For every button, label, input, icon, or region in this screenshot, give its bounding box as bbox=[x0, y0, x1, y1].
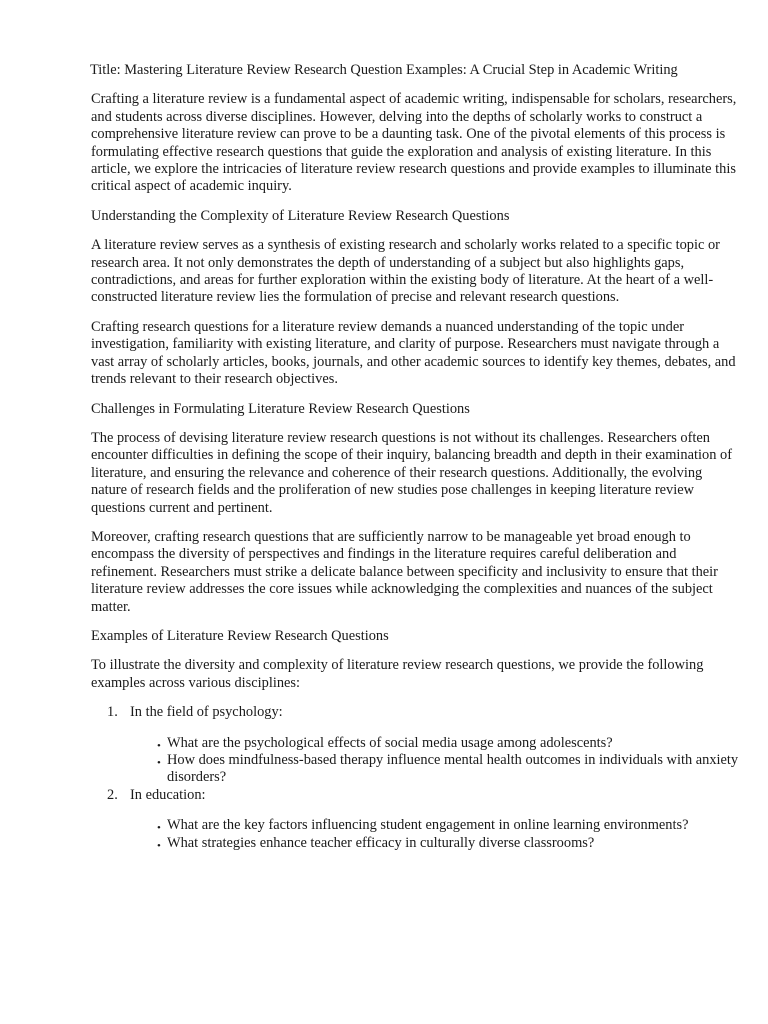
list-item bbox=[157, 734, 741, 752]
category-label-education: In education: bbox=[130, 786, 206, 803]
question-text: What are the psychological effects of social media usage among adolescents? bbox=[167, 734, 613, 751]
section-heading-challenges: Challenges in Formulating Literature Review Research Questions bbox=[91, 400, 470, 417]
list-number: 1. bbox=[107, 704, 118, 721]
section-heading-examples: Examples of Literature Review Research Questions bbox=[91, 627, 389, 644]
section-heading-understanding: Understanding the Complexity of Literature Review Research Questions bbox=[91, 207, 510, 224]
examples-list bbox=[91, 704, 741, 852]
challenges-paragraph-2: Moreover, crafting research questions that are sufficiently narrow to be manageable yet broad enough to encompass the diversity of perspectives and findings in the literature requires careful deliberation and refinement. Researchers must strike a delicate balance between specificity and inclusivity to ensure that their literature review addresses the core issues while acknowledging the complexities and nuances of the subject matter. bbox=[91, 528, 718, 615]
bullet-icon: • bbox=[157, 839, 161, 852]
list-item-education bbox=[91, 787, 741, 852]
challenges-paragraph-1: The process of devising literature review research questions is not without its challenges. Researchers often encounter difficulties in defining the scope of their inquiry, balancing breadth and depth in their examination of literature, and ensuring the relevance and coherence of their research questions. Additionally, the evolving nature of research fields and the proliferation of new studies pose challenges in keeping literature review questions current and pertinent. bbox=[91, 429, 732, 516]
bullet-icon: • bbox=[157, 757, 161, 769]
intro-paragraph: Crafting a literature review is a fundamental aspect of academic writing, indispensable for scholars, researchers, and students across diverse disciplines. However, delving into the depths of scholarly works to construct a comprehensive literature review can prove to be a daunting task. One of the pivotal elements of this process is formulating effective research questions that guide the exploration and analysis of existing literature. In this article, we explore the intricacies of literature review research questions and provide examples to illuminate this critical aspect of academic inquiry. bbox=[91, 91, 737, 195]
document-page bbox=[91, 62, 741, 852]
understanding-paragraph-2: Crafting research questions for a literature review demands a nuanced understanding of the topic under investigation, familiarity with existing literature, and clarity of purpose. Researchers must navigate through a vast array of scholarly articles, books, journals, and other academic sources to identify key themes, debates, and trends relevant to their research objectives. bbox=[91, 318, 736, 388]
list-item-psychology bbox=[91, 704, 741, 787]
examples-intro-paragraph: To illustrate the diversity and complexity of literature review research questions, we provide the following examples across various disciplines: bbox=[91, 657, 704, 691]
list-number: 2. bbox=[107, 786, 118, 803]
question-text: What strategies enhance teacher efficacy in culturally diverse classrooms? bbox=[167, 834, 595, 851]
psychology-questions bbox=[130, 735, 741, 787]
question-text: How does mindfulness-based therapy influence mental health outcomes in individuals with anxiety disorders? bbox=[167, 752, 739, 786]
list-item bbox=[157, 752, 741, 787]
category-label-psychology: In the field of psychology: bbox=[130, 704, 283, 721]
understanding-paragraph-1: A literature review serves as a synthesis of existing research and scholarly works related to a specific topic or research area. It not only demonstrates the depth of understanding of a subject but also highlights gaps, contradictions, and areas for further exploration within the existing body of literature. At the heart of a well-constructed literature review lies the formulation of precise and relevant research questions. bbox=[91, 237, 720, 306]
list-item bbox=[157, 817, 741, 835]
list-item bbox=[157, 834, 741, 852]
question-text: What are the key factors influencing student engagement in online learning environments? bbox=[167, 817, 689, 834]
bullet-icon: • bbox=[157, 822, 161, 835]
document-title: Title: Mastering Literature Review Research Question Examples: A Crucial Step in Academic Writing bbox=[90, 62, 678, 78]
bullet-icon: • bbox=[157, 739, 161, 752]
education-questions bbox=[130, 817, 741, 852]
